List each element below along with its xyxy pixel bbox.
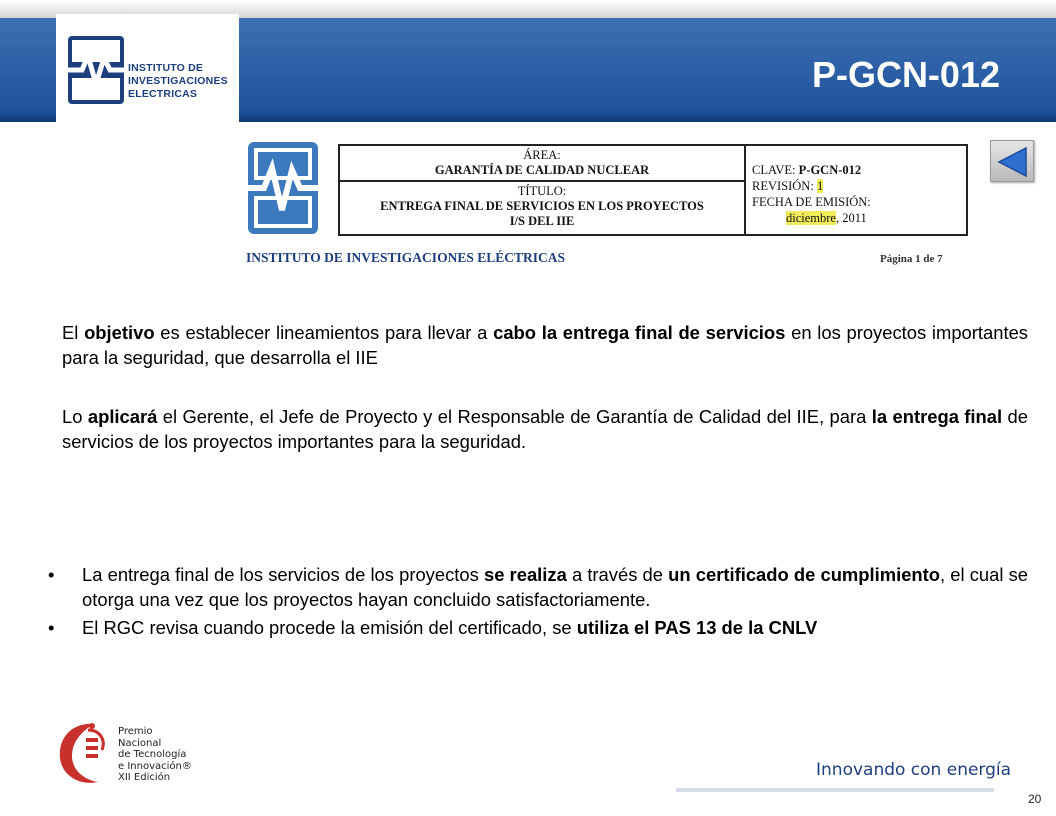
title-label: TÍTULO:	[517, 184, 567, 198]
page-number: 20	[1028, 792, 1042, 806]
area-label: ÁREA:	[523, 148, 561, 162]
back-button[interactable]	[990, 140, 1034, 182]
institute-logo	[56, 14, 239, 130]
award-icon	[54, 716, 116, 788]
fecha-value: diciembre, 2011	[785, 211, 867, 225]
list-item: • El RGC revisa cuando procede la emisión del certificado, se utiliza el PAS 13 de la CNLV	[48, 617, 818, 638]
objective-paragraph: El objetivo es establecer lineamientos para llevar a cabo la entrega final de servicios en los proyectos importantes para la seguridad, que desarrolla el IIE	[62, 322, 1029, 368]
fecha-label: FECHA DE EMISIÓN:	[752, 195, 871, 209]
clave-row: CLAVE: P-GCN-012	[752, 163, 862, 177]
document-code-title: P-GCN-012	[811, 54, 1000, 95]
revision-value: 1	[816, 179, 824, 193]
document-header-scan	[246, 140, 986, 272]
revision-row: REVISIÓN: 1	[752, 179, 824, 193]
institute-name: INSTITUTO DE INVESTIGACIONES ELECTRICAS	[128, 62, 228, 100]
title-line-1: ENTREGA FINAL DE SERVICIOS EN LOS PROYECTOS	[380, 199, 704, 213]
triangle-left-icon	[996, 146, 1030, 178]
premio-text: Premio Nacional de Tecnología e Innovación® XII Edición	[118, 726, 192, 783]
area-value: GARANTÍA DE CALIDAD NUCLEAR	[434, 163, 650, 177]
list-item: • La entrega final de los servicios de los proyectos se realiza a través de un certificado de cumplimiento, el cual se otorga una vez que los proyectos hayan concluido satisfactoriamente.	[48, 564, 1029, 610]
footer-divider	[676, 788, 994, 792]
doc-page-indicator: Página 1 de 7	[880, 253, 943, 265]
application-paragraph: Lo aplicará el Gerente, el Jefe de Proyecto y el Responsable de Garantía de Calidad del IIE, para la entrega final de servicios de los proyectos importantes para la seguridad.	[62, 406, 1028, 452]
document-info-table	[338, 144, 968, 236]
clave-value: P-GCN-012	[798, 163, 862, 177]
slogan: Innovando con energía	[816, 760, 1012, 780]
title-line-2: I/S DEL IIE	[509, 214, 575, 228]
iie-logo-icon	[68, 36, 124, 104]
premio-logo	[54, 716, 214, 788]
doc-institute-name: INSTITUTO DE INVESTIGACIONES ELÉCTRICAS	[246, 250, 565, 265]
iie-logo-icon	[246, 140, 320, 236]
bullet-list	[48, 562, 1028, 643]
